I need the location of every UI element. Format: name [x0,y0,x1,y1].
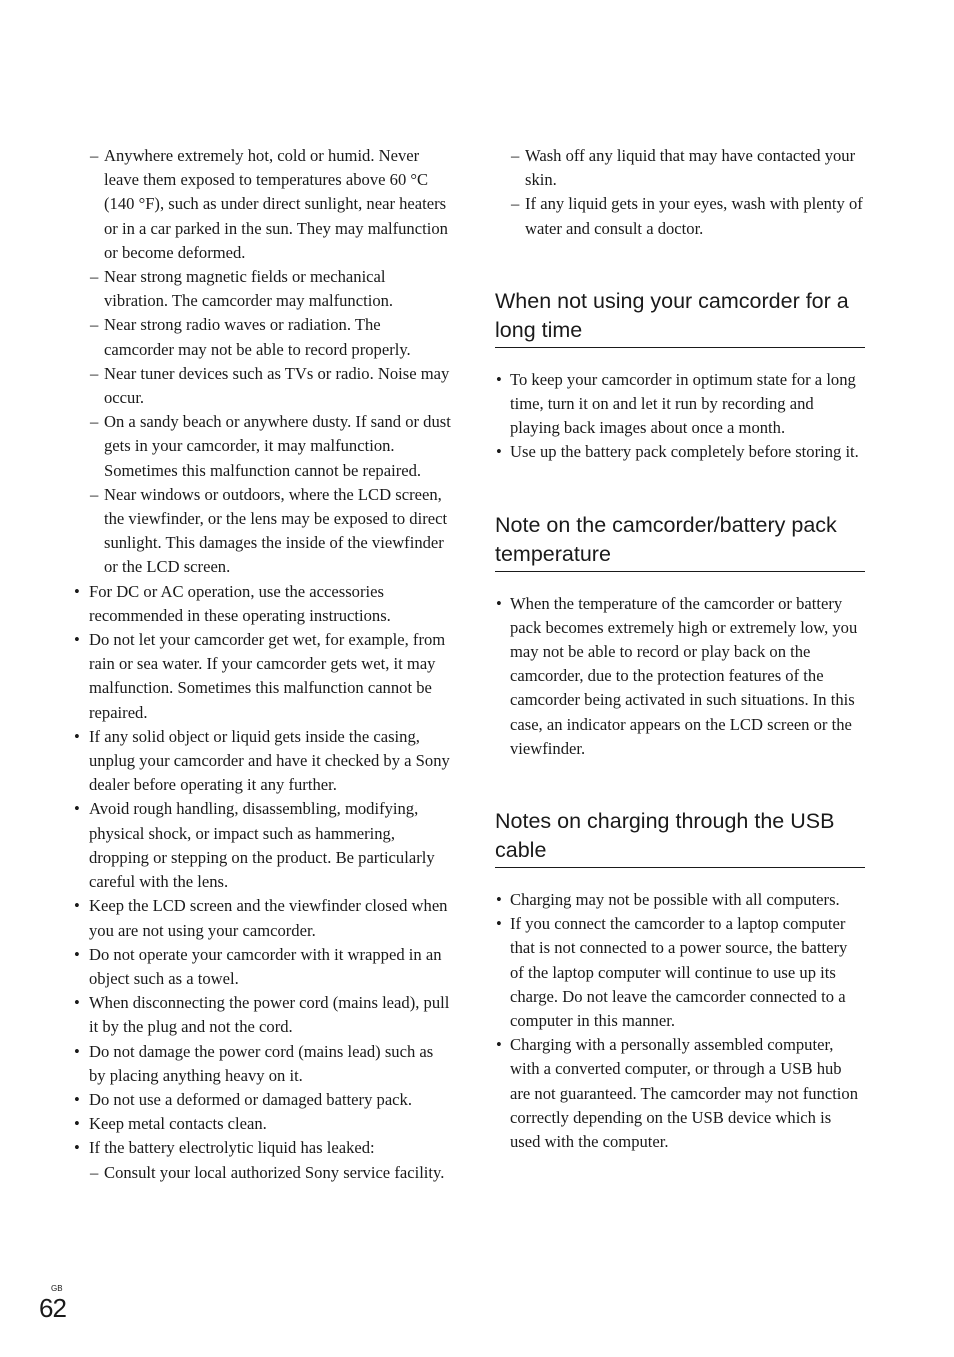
section-heading: Notes on charging through the USB cable [495,807,865,868]
section-usb-charging [495,807,865,1154]
list-item: • Keep the LCD screen and the viewfinder closed when you are not using your camcorder. [73,894,453,942]
section-heading: When not using your camcorder for a long time [495,287,865,348]
list-item: – If any liquid gets in your eyes, wash with plenty of water and consult a doctor. [495,192,865,240]
leak-continuation-list [495,144,865,241]
section-list [495,888,865,1154]
list-item: • Do not use a deformed or damaged battery pack. [73,1088,453,1112]
section-list [495,592,865,761]
list-item: • Do not operate your camcorder with it wrapped in an object such as a towel. [73,943,453,991]
list-item: • Charging may not be possible with all computers. [495,888,865,912]
section-long-time-storage [495,287,865,465]
left-column [73,144,453,1185]
region-label: GB [51,1284,63,1293]
list-item: – Anywhere extremely hot, cold or humid. Never leave them exposed to temperatures above 60 °C (140 °F), such as under direct sunlight, near heaters or in a car parked in the sun. They may malfunction or become deformed. [73,144,453,265]
page-number: 62 [39,1293,66,1323]
list-item: – Consult your local authorized Sony service facility. [89,1161,453,1185]
section-list [495,368,865,465]
list-item: • Charging with a personally assembled computer, with a converted computer, or through a USB hub are not guaranteed. The camcorder may not function correctly depending on the USB device which is used with the computer. [495,1033,865,1154]
section-heading: Note on the camcorder/battery pack temperature [495,511,865,572]
precaution-list [73,580,453,1185]
right-column [495,144,865,1154]
list-item: • If any solid object or liquid gets inside the casing, unplug your camcorder and have it checked by a Sony dealer before operating it any further. [73,725,453,798]
list-item: • To keep your camcorder in optimum state for a long time, turn it on and let it run by recording and playing back images about once a month. [495,368,865,441]
list-item-leak [73,1136,453,1184]
list-item: • Keep metal contacts clean. [73,1112,453,1136]
list-item: • If you connect the camcorder to a laptop computer that is not connected to a power source, the battery of the laptop computer will continue to use up its charge. Do not leave the camcorder connected to a computer in this manner. [495,912,865,1033]
location-warning-list [73,144,453,580]
list-item: – Wash off any liquid that may have contacted your skin. [495,144,865,192]
list-item: – Near windows or outdoors, where the LCD screen, the viewfinder, or the lens may be exposed to direct sunlight. This damages the inside of the viewfinder or the LCD screen. [73,483,453,580]
leak-sub-list [89,1161,453,1185]
list-item: – Near tuner devices such as TVs or radio. Noise may occur. [73,362,453,410]
leak-item-text: If the battery electrolytic liquid has leaked: [89,1138,375,1158]
list-item: • Use up the battery pack completely before storing it. [495,440,865,464]
list-item: • When the temperature of the camcorder or battery pack becomes extremely high or extremely low, you may not be able to record or play back on the camcorder, due to the protection features of the camcorder being activated in such situations. In this case, an indicator appears on the LCD screen or the viewfinder. [495,592,865,761]
list-item: – On a sandy beach or anywhere dusty. If sand or dust gets in your camcorder, it may malfunction. Sometimes this malfunction cannot be repaired. [73,410,453,483]
list-item: • When disconnecting the power cord (mains lead), pull it by the plug and not the cord. [73,991,453,1039]
list-item: • For DC or AC operation, use the accessories recommended in these operating instructions. [73,580,453,628]
list-item: • Avoid rough handling, disassembling, modifying, physical shock, or impact such as hammering, dropping or stepping on the product. Be particularly careful with the lens. [73,797,453,894]
list-item: – Near strong magnetic fields or mechanical vibration. The camcorder may malfunction. [73,265,453,313]
list-item: • Do not let your camcorder get wet, for example, from rain or sea water. If your camcorder gets wet, it may malfunction. Sometimes this malfunction cannot be repaired. [73,628,453,725]
list-item: – Near strong radio waves or radiation. The camcorder may not be able to record properly. [73,313,453,361]
section-temperature [495,511,865,761]
list-item: • Do not damage the power cord (mains lead) such as by placing anything heavy on it. [73,1040,453,1088]
